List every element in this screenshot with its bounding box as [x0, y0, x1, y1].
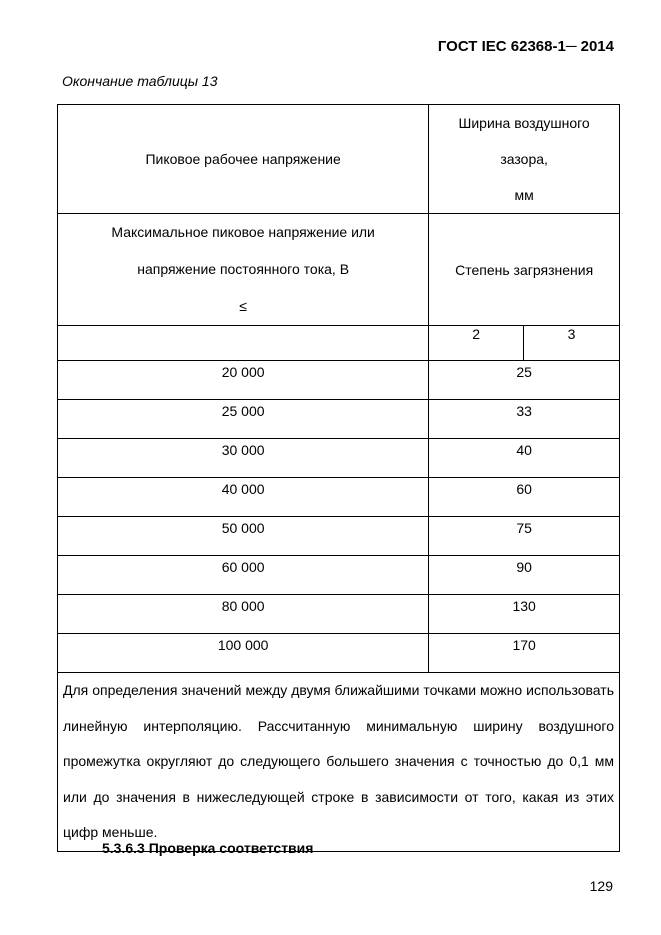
clearance-cell: 60	[429, 478, 620, 517]
table-row	[58, 361, 620, 400]
table-row	[58, 595, 620, 634]
header-max-voltage	[58, 214, 429, 326]
document-code: ГОСТ IEC 62368-1─ 2014	[437, 38, 614, 55]
table-note: Для определения значений между двумя ближайшими точками можно использовать линейную интерполяцию. Рассчитанную минимальную ширину воздушного промежутка округляют до следующего большего значения с точностью до 0,1 мм или до значения в нижеследующей строке в зависимости от того, какая из этих цифр меньше.	[58, 673, 620, 852]
clearance-table	[57, 104, 620, 852]
clearance-cell: 25	[429, 361, 620, 400]
table-caption: Окончание таблицы 13	[62, 73, 218, 89]
clearance-cell: 90	[429, 556, 620, 595]
clearance-cell: 75	[429, 517, 620, 556]
table-row	[58, 439, 620, 478]
degree-3-label: 3	[524, 326, 620, 361]
clearance-cell: 130	[429, 595, 620, 634]
table-row	[58, 556, 620, 595]
header-max-voltage-line-2: напряжение постоянного тока, В	[137, 261, 350, 277]
table-row	[58, 517, 620, 556]
clearance-cell: 33	[429, 400, 620, 439]
header-pollution-degree: Степень загрязнения	[429, 214, 620, 326]
header-clearance-line-1: Ширина воздушного	[458, 115, 590, 131]
voltage-cell: 20 000	[58, 361, 429, 400]
section-heading: 5.3.6.3 Проверка соответствия	[102, 840, 314, 856]
header-max-voltage-line-1: Максимальное пиковое напряжение или	[111, 224, 375, 240]
voltage-cell: 50 000	[58, 517, 429, 556]
pollution-degree-row	[58, 326, 620, 361]
table-header-row	[58, 105, 620, 214]
table-row	[58, 634, 620, 673]
table-subheader-row	[58, 214, 620, 326]
voltage-cell: 40 000	[58, 478, 429, 517]
degree-2-label: 2	[429, 326, 524, 361]
table-row	[58, 478, 620, 517]
table-row	[58, 400, 620, 439]
voltage-cell: 60 000	[58, 556, 429, 595]
voltage-cell: 25 000	[58, 400, 429, 439]
header-clearance-width	[429, 105, 620, 214]
header-clearance-line-2: зазора,	[500, 151, 548, 167]
voltage-cell: 100 000	[58, 634, 429, 673]
header-max-voltage-line-3: ≤	[239, 298, 247, 314]
page-number: 129	[589, 878, 613, 894]
clearance-cell: 40	[429, 439, 620, 478]
empty-cell	[58, 326, 429, 361]
table-note-row	[58, 673, 620, 852]
voltage-cell: 30 000	[58, 439, 429, 478]
header-peak-voltage: Пиковое рабочее напряжение	[58, 105, 429, 214]
voltage-cell: 80 000	[58, 595, 429, 634]
header-clearance-line-3: мм	[514, 187, 534, 203]
clearance-cell: 170	[429, 634, 620, 673]
